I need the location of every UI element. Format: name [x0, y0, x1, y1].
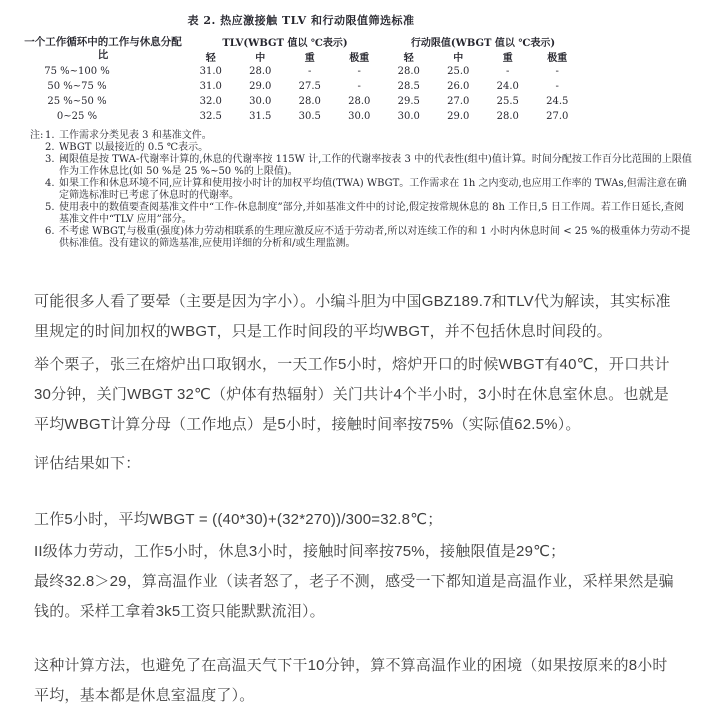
table-note	[30, 130, 692, 142]
table-cell: 28.0	[496, 111, 519, 122]
table-cell: 30.5	[298, 111, 321, 122]
table-cell: -	[555, 66, 559, 77]
subheader-heavy-al: 重	[502, 53, 513, 64]
table-cell: 26.0	[447, 81, 470, 92]
paragraph-wbgt-formula: 工作5小时，平均WBGT = ((40*30)+(32*270))/300=32.8℃；	[34, 511, 443, 528]
table-cell: 28.0	[348, 96, 371, 107]
subheader-light-al: 轻	[403, 53, 414, 64]
table-cell: 25.0	[447, 66, 470, 77]
paragraph-labor-level: II级体力劳动，工作5小时，休息3小时，接触时间率按75%，接触限值是29℃；	[34, 543, 566, 560]
table-cell: -	[555, 81, 559, 92]
table-group-header-row	[20, 33, 582, 49]
table-cell: -	[308, 66, 312, 77]
table-cell: 32.0	[199, 96, 222, 107]
table-cell: 31.5	[249, 111, 272, 122]
row-label: 50 %~75 %	[47, 81, 107, 92]
note-text: 使用表中的数值要查阅基准文件中“工作-休息制度”部分,并如基准文件中的讨论,假定按常规休息的 8h 工作日,5 日工作周。若工作日延长,查阅基准文件中“TLV 应用”部分。	[59, 202, 685, 225]
note-number: 4.	[45, 178, 55, 189]
table-cell: 29.0	[249, 81, 272, 92]
table-cell: 24.5	[546, 96, 569, 107]
subheader-moderate-tlv: 中	[255, 53, 266, 64]
article-body	[0, 250, 705, 708]
table-cell: 31.0	[199, 81, 222, 92]
paragraph-method-benefit: 这种计算方法，也避免了在高温天气下干10分钟，算不算高温作业的困境（如果按原来的8小时平均，基本都是休息室温度了）。	[34, 657, 668, 704]
table-cell: 29.5	[397, 96, 420, 107]
note-text: 如果工作和休息环境不同,应计算和使用按小时计的加权平均值(TWA) WBGT。工作需求在 1h 之内变动,也应用工作率的 TWAs,但需注意在确定筛选标准时已考虑了休息时的代谢率。	[59, 178, 687, 201]
subheader-moderate-al: 中	[453, 53, 464, 64]
tlv-table-section	[0, 0, 705, 250]
note-indent-spacer	[30, 178, 45, 202]
tlv-limits-table	[20, 33, 582, 124]
table-row	[20, 94, 582, 109]
table-cell: 31.0	[199, 66, 222, 77]
note-number: 2.	[45, 142, 55, 153]
note-text: 不考虑 WBGT,与极重(强度)体力劳动相联系的生理应激反应不适于劳动者,所以对连续工作的和 1 小时内休息时间 < 25 %的极重体力劳动不提供标准值。没有建议的筛选基准,应使用详细的分析和/或生理监测。	[59, 226, 691, 249]
note-text: WBGT 以最接近的 0.5 ℃表示。	[59, 142, 209, 153]
note-indent-spacer	[30, 226, 45, 250]
table-cell: 28.5	[397, 81, 420, 92]
table-cell: 24.0	[496, 81, 519, 92]
table-notes	[30, 130, 692, 250]
table-note	[30, 202, 692, 226]
tlv-group-header: TLV(WBGT 值以 ℃表示)	[222, 37, 348, 49]
table-cell: 28.0	[249, 66, 272, 77]
row-label: 0~25 %	[56, 111, 98, 122]
table-cell: 28.0	[298, 96, 321, 107]
table-note	[30, 154, 692, 178]
note-text: 阈限值是按 TWA-代谢率计算的,休息的代谢率按 115W 计,工作的代谢率按表 3 中的代表性(组中)值计算。时间分配按工作百分比范围的上限值作为工作休息比(如 50 %是 25 %~50 %的上限值)。	[59, 154, 692, 177]
table-cell: -	[357, 81, 361, 92]
table-cell: 27.0	[546, 111, 569, 122]
table-note	[30, 226, 692, 250]
table-cell: 30.0	[348, 111, 371, 122]
subheader-light-tlv: 轻	[205, 53, 216, 64]
table-cell: -	[506, 66, 510, 77]
note-indent-spacer	[30, 202, 45, 226]
table-note	[30, 142, 692, 154]
table-cell: 25.5	[496, 96, 519, 107]
tlv-table-wrapper	[20, 12, 582, 124]
subheader-veryheavy-al: 极重	[547, 53, 568, 64]
subheader-veryheavy-tlv: 极重	[349, 53, 370, 64]
action-limit-group-header: 行动限值(WBGT 值以 ℃表示)	[410, 37, 556, 49]
row-label: 25 %~50 %	[47, 96, 107, 107]
note-number: 5.	[45, 202, 55, 213]
table-row	[20, 64, 582, 79]
table-note	[30, 178, 692, 202]
table-row	[20, 109, 582, 124]
paragraph-example: 举个栗子，张三在熔炉出口取钢水，一天工作5小时，熔炉开口的时候WBGT有40℃，开口共计30分钟，关门WBGT 32℃（炉体有热辐射）关门共计4个半小时，3小时在休息室休息。也就是平均WBGT计算分母（工作地点）是5小时，接触时间率按75%（实际值62.5%）。	[34, 356, 670, 433]
paragraph-results-heading: 评估结果如下：	[34, 455, 141, 472]
table-cell: 27.0	[447, 96, 470, 107]
work-rest-ratio-header: 一个工作循环中的工作与休息分配比	[24, 36, 182, 61]
note-number: 1.	[45, 130, 55, 141]
table-cell: 29.0	[447, 111, 470, 122]
table-title: 表 2. 热应激接触 TLV 和行动限值筛选标准	[187, 14, 415, 27]
row-label: 75 %~100 %	[44, 66, 110, 77]
table-cell: 27.5	[298, 81, 321, 92]
paragraph-intro: 可能很多人看了要晕（主要是因为字小）。小编斗胆为中国GBZ189.7和TLV代为解读，其实标准里规定的时间加权的WBGT，只是工作时间段的平均WBGT，并不包括休息时间段的。	[34, 293, 671, 340]
table-row	[20, 79, 582, 94]
note-indent-spacer	[30, 154, 45, 178]
table-cell: 30.0	[249, 96, 272, 107]
paragraph-conclusion: 最终32.8＞29，算高温作业（读者怒了，老子不测，感受一下都知道是高温作业，采样果然是骗钱的。采样工拿着3k5工资只能默默流泪）。	[34, 573, 674, 620]
table-cell: 30.0	[397, 111, 420, 122]
note-number: 6.	[45, 226, 55, 237]
subheader-heavy-tlv: 重	[304, 53, 315, 64]
table-cell: -	[357, 66, 361, 77]
note-indent-spacer	[30, 142, 45, 154]
note-number: 3.	[45, 154, 55, 165]
note-text: 工作需求分类见表 3 和基准文件。	[59, 130, 212, 141]
table-cell: 32.5	[199, 111, 222, 122]
notes-label: 注:	[30, 130, 44, 141]
table-cell: 28.0	[397, 66, 420, 77]
